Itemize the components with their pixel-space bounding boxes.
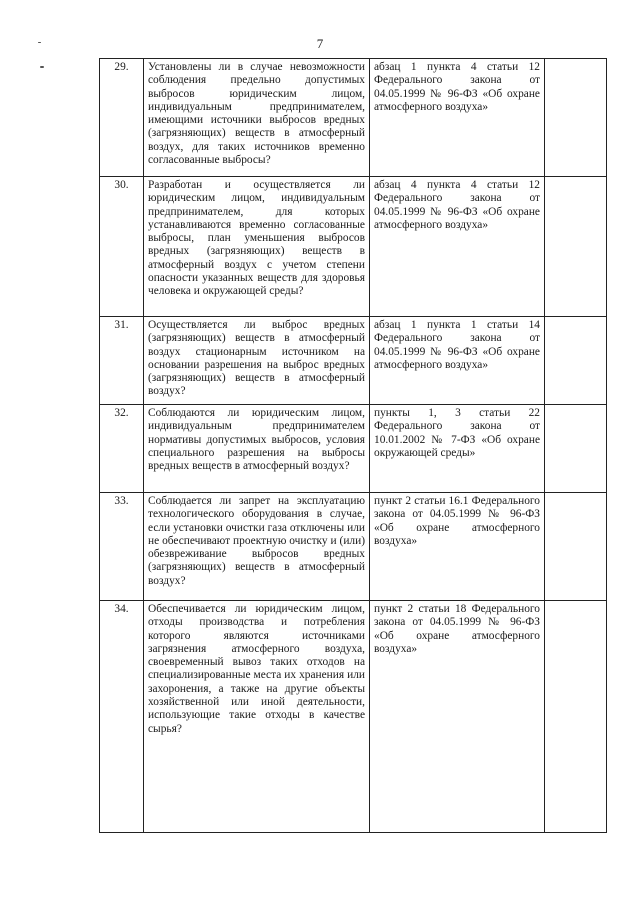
empty-cell	[545, 405, 607, 493]
legal-basis-cell: абзац 1 пункта 1 статьи 14 Федерального закона от 04.05.1999 № 96-ФЗ «Об охране атмосферного воздуха»	[370, 317, 545, 405]
row-number: 32.	[100, 405, 144, 493]
question-cell: Соблюдаются ли юридическим лицом, индивидуальным предпринимателем нормативы допустимых выбросов, условия специального разрешения на выбросы вредных веществ в атмосферный воздух?	[144, 405, 370, 493]
question-cell: Разработан и осуществляется ли юридическим лицом, индивидуальным предпринимателем, для которых устанавливаются временно согласованные выбросы, план уменьшения выбросов вредных (загрязняющих) веществ в атмосферный воздух с учетом степени опасности указанных веществ для здоровья человека и окружающей среды?	[144, 177, 370, 317]
table-row	[100, 405, 607, 493]
row-number: 34.	[100, 601, 144, 833]
row-number: 33.	[100, 493, 144, 601]
question-cell: Соблюдается ли запрет на эксплуатацию технологического оборудования в случае, если установки очистки газа отключены или не обеспечивают проектную очистку и (или) обезвреживание выбросов вредных (загрязняющих) веществ в атмосферный воздух?	[144, 493, 370, 601]
table-row	[100, 317, 607, 405]
row-number: 30.	[100, 177, 144, 317]
row-number: 31.	[100, 317, 144, 405]
table-row	[100, 59, 607, 177]
legal-basis-cell: абзац 1 пункта 4 статьи 12 Федерального закона от 04.05.1999 № 96-ФЗ «Об охране атмосферного воздуха»	[370, 59, 545, 177]
empty-cell	[545, 601, 607, 833]
empty-cell	[545, 177, 607, 317]
legal-basis-cell: абзац 4 пункта 4 статьи 12 Федерального закона от 04.05.1999 № 96-ФЗ «Об охране атмосферного воздуха»	[370, 177, 545, 317]
table-row	[100, 177, 607, 317]
legal-basis-cell: пункт 2 статьи 18 Федерального закона от 04.05.1999 № 96-ФЗ «Об охране атмосферного воздуха»	[370, 601, 545, 833]
empty-cell	[545, 317, 607, 405]
scan-speck	[38, 42, 41, 43]
empty-cell	[545, 493, 607, 601]
table-row	[100, 601, 607, 833]
question-cell: Обеспечивается ли юридическим лицом, отходы производства и потребления которого являются источниками загрязнения атмосферного воздуха, своевременный вывоз таких отходов на специализированные места их хранения или захоронения, а также на другие объекты хозяйственной или иной деятельности, использующие такие отходы в качестве сырья?	[144, 601, 370, 833]
empty-cell	[545, 59, 607, 177]
row-number: 29.	[100, 59, 144, 177]
legal-basis-cell: пункт 2 статьи 16.1 Федерального закона от 04.05.1999 № 96-ФЗ «Об охране атмосферного воздуха»	[370, 493, 545, 601]
question-cell: Осуществляется ли выброс вредных (загрязняющих) веществ в атмосферный воздух стационарным источником на основании разрешения на выброс вредных (загрязняющих) веществ в атмосферный воздух?	[144, 317, 370, 405]
legal-basis-cell: пункты 1, 3 статьи 22 Федерального закона от 10.01.2002 № 7-ФЗ «Об охране окружающей среды»	[370, 405, 545, 493]
table-row	[100, 493, 607, 601]
page-number: 7	[316, 36, 324, 51]
question-cell: Установлены ли в случае невозможности соблюдения предельно допустимых выбросов юридическим лицом, индивидуальным предпринимателем, имеющими источники выбросов вредных (загрязняющих) веществ в атмосферный воздух, для таких источников временно согласованные выбросы?	[144, 59, 370, 177]
checklist-table	[99, 58, 607, 833]
scan-speck	[40, 66, 44, 68]
